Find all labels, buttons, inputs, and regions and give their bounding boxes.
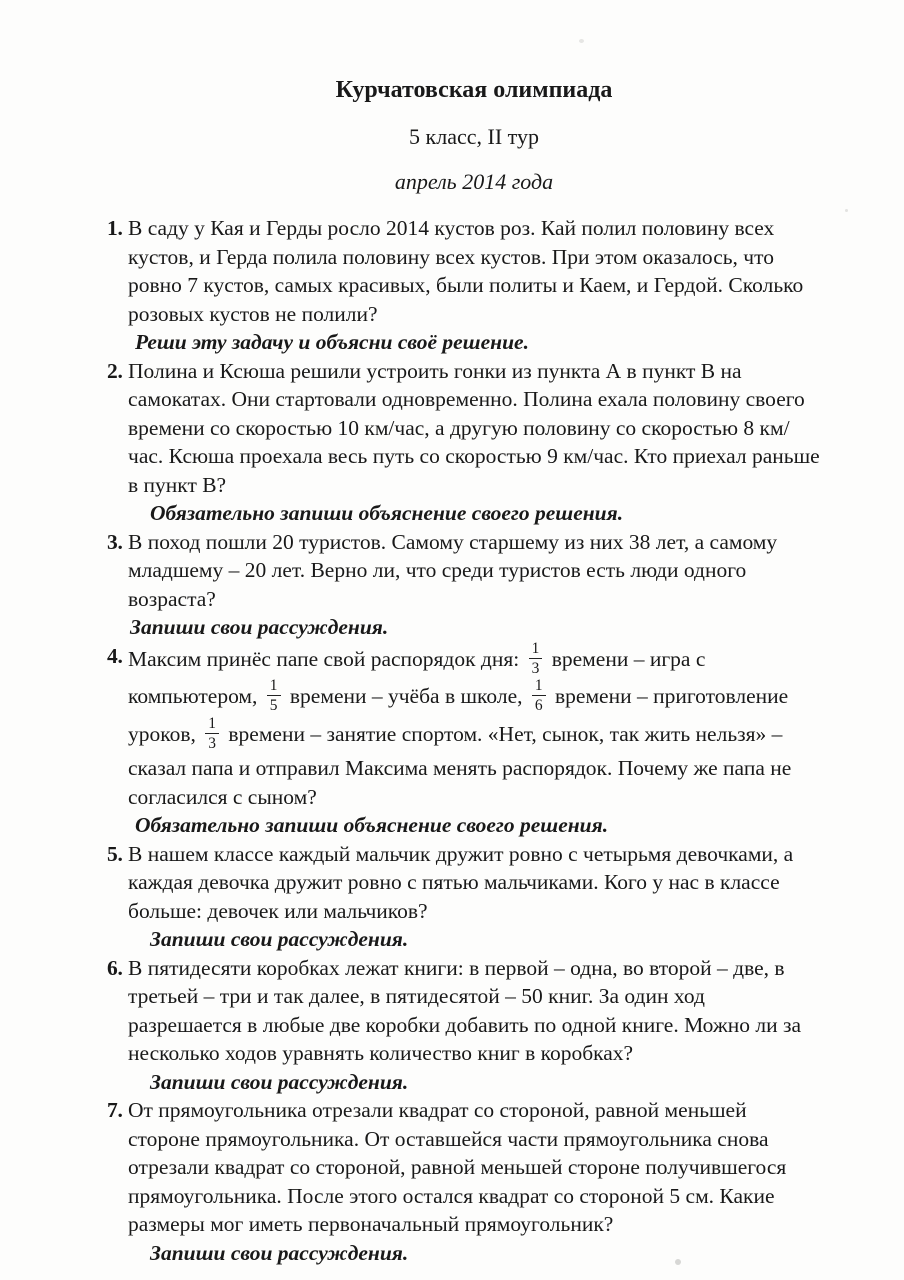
problem-instruction: Запиши свои рассуждения. <box>150 927 409 952</box>
problem-instruction: Обязательно запиши объяснение своего решения. <box>150 501 624 525</box>
problem-instruction: Запиши свои рассуждения. <box>150 1240 409 1265</box>
scan-speck <box>675 1259 681 1265</box>
problem-number: 4. <box>107 643 123 668</box>
problem-number: 7. <box>107 1098 123 1123</box>
problem-text: В поход пошли 20 туристов. Самому старшему из них 38 лет, а самому младшему – 20 лет. Верно ли, что среди туристов есть люди одного возраста? <box>128 529 778 611</box>
problem-item-3 <box>107 528 820 642</box>
problem-number: 5. <box>107 841 123 866</box>
problem-text: В саду у Кая и Герды росло 2014 кустов роз. Кай полил половину всех кустов, и Герда полила половину всех кустов. При этом оказалось, что ровно 7 кустов, самых красивых, были политы и Каем, и Гердой. Сколько розовых кустов не полили? <box>128 216 804 326</box>
problem-instruction: Запиши свои рассуждения. <box>150 1069 409 1094</box>
fraction: $\frac{1}{6}$ <box>532 677 546 715</box>
problem-text: Полина и Ксюша решили устроить гонки из пункта А в пункт В на самокатах. Они стартовали одновременно. Полина ехала половину своего времени со скоростью 10 км/час, а другую половину со скоростью 8 км/час. Ксюша проехала весь путь со скоростью 9 км/час. Кто приехал раньше в пункт В? <box>128 358 820 497</box>
problem-text: От прямоугольника отрезали квадрат со стороной, равной меньшей стороне прямоугольника. От оставшейся части прямоугольника снова отрезали квадрат со стороной, равной меньшей стороне получившегося прямоугольника. После этого остался квадрат со стороной 5 см. Какие размеры мог иметь первоначальный прямоугольник? <box>128 1098 787 1237</box>
problem-item-6 <box>107 954 820 1097</box>
problem-number: 1. <box>107 216 123 240</box>
page-title: Курчатовская олимпиада <box>335 77 613 103</box>
scan-speck <box>579 39 584 43</box>
problem-item-2 <box>107 357 820 528</box>
problem-number: 3. <box>107 529 123 554</box>
problem-item-5 <box>107 840 820 954</box>
problem-list <box>107 214 820 1267</box>
problem-instruction: Реши эту задачу и объясни своё решение. <box>135 330 529 354</box>
problem-item-7 <box>107 1096 820 1267</box>
problem-text: В нашем классе каждый мальчик дружит ровно с четырьмя девочками, а каждая девочка дружит ровно с пятью мальчиками. Кого у нас в классе больше: девочек или мальчиков? <box>128 841 794 923</box>
scan-speck <box>845 209 848 212</box>
fraction: $\frac{1}{3}$ <box>205 715 219 753</box>
grade-round-subtitle: 5 класс, II тур <box>409 124 539 149</box>
problem-text: В пятидесяти коробках лежат книги: в первой – одна, во второй – две, в третьей – три и так далее, в пятидесятой – 50 книг. За один ход разрешается в любые две коробки добавить по одной книге. Можно ли за несколько ходов уравнять количество книг в коробках? <box>128 955 802 1066</box>
problem-number: 2. <box>107 358 123 383</box>
problem-item-1 <box>107 214 820 357</box>
fraction: $\frac{1}{5}$ <box>267 677 281 715</box>
problem-item-4 <box>107 639 820 840</box>
document-header <box>0 0 904 195</box>
problem-instruction: Запиши свои рассуждения. <box>130 615 389 639</box>
problem-number: 6. <box>107 955 123 980</box>
fraction: $\frac{1}{3}$ <box>529 640 543 678</box>
problem-instruction: Обязательно запиши объяснение своего решения. <box>135 813 609 838</box>
document-date: апрель 2014 года <box>394 169 554 194</box>
problem-text: Максим принёс папе свой распорядок дня: $\frac{1}{3}$ времени – игра с компьютером, $\frac{1}{5}$ времени – учёба в школе, $\frac{1}{6}$ времени – приготовление уроков, $\frac{1}{3}$ времени – занятие спортом. «Нет, сынок, так жить нельзя» – сказал папа и отправил Максима менять распорядок. Почему же папа не согласился с сыном? <box>128 639 792 809</box>
